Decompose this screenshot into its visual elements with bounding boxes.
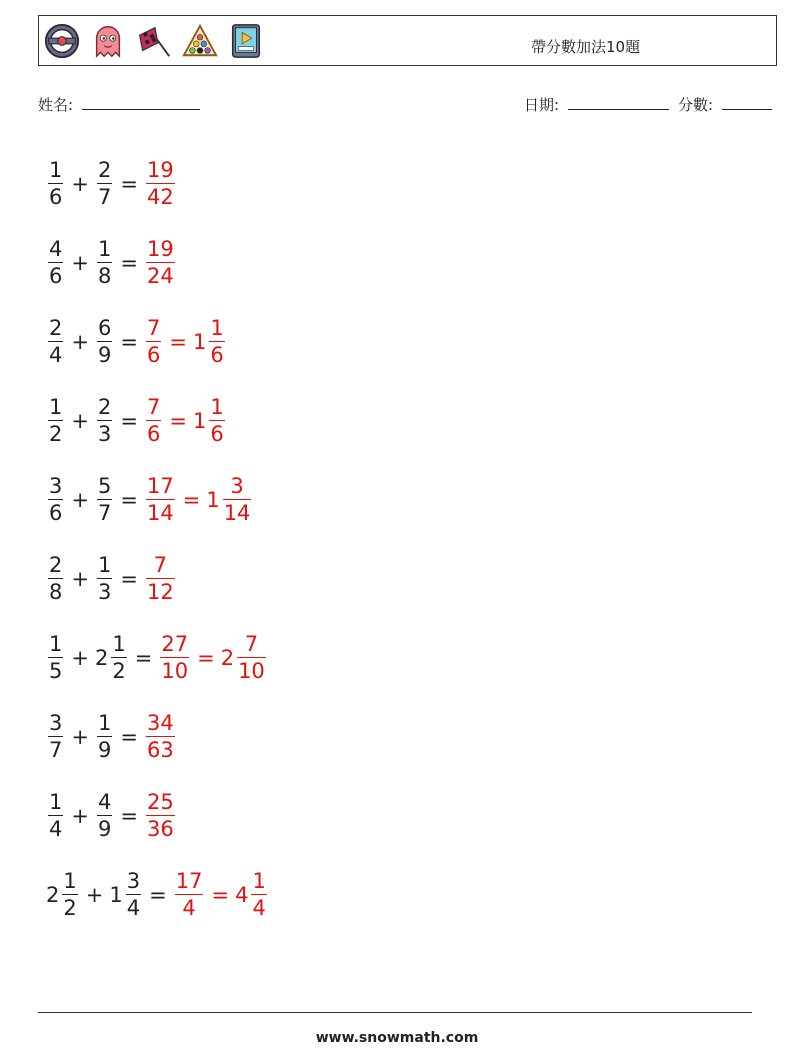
numerator: 7 (153, 552, 168, 577)
fraction (48, 710, 63, 764)
equals-sign: = (120, 724, 138, 749)
denominator: 42 (146, 185, 174, 210)
denominator: 9 (97, 817, 112, 842)
steering-wheel-icon (43, 22, 81, 60)
denominator: 6 (49, 264, 63, 289)
fraction (97, 157, 112, 211)
numerator: 1 (97, 710, 112, 735)
addend-b (95, 710, 114, 764)
date-blank[interactable] (568, 95, 669, 110)
equals-sign: = (182, 487, 201, 512)
denominator: 6 (49, 501, 63, 526)
fraction (111, 631, 126, 685)
improper-answer (146, 394, 161, 448)
name-blank[interactable] (82, 95, 200, 110)
plus-sign: + (71, 803, 89, 828)
footer-divider (38, 1012, 752, 1013)
numerator: 27 (161, 631, 189, 656)
numerator: 7 (146, 394, 161, 419)
mixed-answer (193, 315, 227, 369)
name-label: 姓名: (38, 96, 74, 114)
denominator: 4 (49, 343, 63, 368)
numerator: 19 (146, 157, 174, 182)
improper-answer (146, 789, 175, 843)
improper-answer (146, 552, 175, 606)
whole-number: 2 (46, 882, 60, 907)
numerator: 2 (49, 315, 63, 340)
footer-url: www.snowmath.com (315, 1030, 479, 1046)
addend-a (46, 789, 65, 843)
numerator: 17 (175, 868, 203, 893)
fraction (97, 315, 112, 369)
racing-flag-icon (135, 22, 173, 60)
fraction (48, 552, 63, 606)
improper-answer (175, 868, 204, 922)
denominator: 4 (182, 896, 196, 921)
name-field (38, 94, 200, 115)
numerator: 7 (146, 315, 161, 340)
fraction (209, 315, 224, 369)
denominator: 3 (97, 580, 112, 605)
denominator: 9 (97, 738, 112, 763)
numerator: 1 (252, 868, 266, 893)
improper-answer (146, 710, 175, 764)
plus-sign: + (71, 487, 89, 512)
equals-sign: = (120, 329, 138, 354)
addend-b (95, 552, 114, 606)
fraction (48, 394, 63, 448)
ghost-icon (89, 22, 127, 60)
addend-a (46, 394, 65, 448)
whole-number: 1 (192, 329, 207, 354)
equals-sign: = (120, 803, 138, 828)
fraction (251, 868, 266, 922)
equals-sign: = (211, 882, 230, 907)
whole-number: 1 (206, 487, 220, 512)
fraction (48, 631, 63, 685)
problem-row (46, 381, 269, 460)
addend-b (95, 394, 114, 448)
equals-sign: = (120, 408, 138, 433)
numerator: 1 (210, 315, 224, 340)
numerator: 1 (49, 789, 63, 814)
billiard-rack-icon (181, 22, 219, 60)
denominator: 9 (97, 343, 112, 368)
play-tablet-icon (227, 22, 265, 60)
answer (144, 236, 177, 290)
denominator: 14 (223, 501, 251, 526)
fraction (126, 868, 141, 922)
problem-row (46, 223, 269, 302)
addend-b (95, 631, 129, 685)
plus-sign: + (71, 250, 89, 275)
denominator: 8 (97, 264, 112, 289)
whole-number: 1 (192, 408, 207, 433)
fraction (209, 394, 224, 448)
denominator: 4 (49, 817, 63, 842)
denominator: 10 (238, 659, 265, 684)
denominator: 6 (146, 422, 161, 447)
numerator: 1 (112, 631, 126, 656)
header-box (38, 15, 777, 66)
fraction (97, 473, 112, 527)
numerator: 2 (97, 394, 112, 419)
fraction (97, 552, 112, 606)
equals-sign: = (120, 250, 138, 275)
fraction (62, 868, 77, 922)
fraction (97, 789, 112, 843)
numerator: 3 (49, 710, 63, 735)
fraction (48, 236, 63, 290)
problem-row (46, 697, 269, 776)
problem-row (46, 855, 269, 934)
denominator: 2 (63, 896, 77, 921)
mixed-answer (193, 394, 227, 448)
addend-a (46, 236, 65, 290)
numerator: 17 (146, 473, 174, 498)
denominator: 4 (126, 896, 141, 921)
improper-answer (160, 631, 189, 685)
addend-b (95, 473, 114, 527)
numerator: 4 (49, 236, 63, 261)
equals-sign: = (120, 171, 138, 196)
plus-sign: + (71, 645, 89, 670)
fraction (97, 236, 112, 290)
addend-b (95, 315, 114, 369)
problem-list (46, 144, 269, 934)
addend-a (46, 631, 65, 685)
problem-row (46, 144, 269, 223)
whole-number: 1 (109, 882, 123, 907)
improper-answer (146, 315, 161, 369)
addend-a (46, 315, 65, 369)
denominator: 63 (146, 738, 174, 763)
icon-row (43, 22, 265, 60)
answer (144, 315, 227, 369)
score-field (678, 94, 772, 115)
addend-a (46, 552, 65, 606)
plus-sign: + (71, 566, 89, 591)
denominator: 24 (146, 264, 174, 289)
denominator: 8 (49, 580, 63, 605)
improper-answer (146, 157, 175, 211)
numerator: 1 (97, 236, 112, 261)
numerator: 7 (244, 631, 259, 656)
denominator: 6 (210, 422, 224, 447)
fraction (48, 473, 63, 527)
fraction (97, 394, 112, 448)
denominator: 6 (210, 343, 224, 368)
denominator: 10 (161, 659, 189, 684)
numerator: 1 (210, 394, 224, 419)
denominator: 7 (97, 501, 112, 526)
denominator: 12 (146, 580, 174, 605)
denominator: 6 (49, 185, 63, 210)
fraction (48, 789, 63, 843)
numerator: 1 (49, 394, 63, 419)
plus-sign: + (71, 171, 89, 196)
worksheet-title: 帶分數加法10題 (531, 38, 641, 56)
problem-row (46, 776, 269, 855)
whole-number: 4 (235, 882, 249, 907)
mixed-answer (221, 631, 268, 685)
addend-a (46, 710, 65, 764)
answer (144, 394, 227, 448)
numerator: 2 (97, 157, 112, 182)
equals-sign: = (197, 645, 215, 670)
addend-b (95, 157, 114, 211)
answer (144, 789, 177, 843)
date-label: 日期: (524, 96, 560, 114)
equals-sign: = (169, 408, 187, 433)
score-blank[interactable] (722, 95, 772, 110)
fraction (48, 315, 63, 369)
problem-row (46, 618, 269, 697)
numerator: 1 (49, 157, 63, 182)
equals-sign: = (149, 882, 167, 907)
plus-sign: + (71, 408, 89, 433)
numerator: 3 (126, 868, 141, 893)
denominator: 2 (112, 659, 126, 684)
numerator: 6 (97, 315, 112, 340)
problem-row (46, 302, 269, 381)
numerator: 1 (97, 552, 112, 577)
answer (144, 157, 177, 211)
fraction (48, 157, 63, 211)
denominator: 36 (146, 817, 174, 842)
numerator: 2 (49, 552, 63, 577)
numerator: 3 (49, 473, 63, 498)
answer (144, 552, 177, 606)
addend-a (46, 473, 65, 527)
plus-sign: + (71, 329, 89, 354)
denominator: 7 (49, 738, 63, 763)
numerator: 25 (146, 789, 174, 814)
addend-b (95, 789, 114, 843)
answer (144, 473, 253, 527)
improper-answer (146, 473, 175, 527)
plus-sign: + (71, 724, 89, 749)
equals-sign: = (120, 487, 138, 512)
answer (173, 868, 269, 922)
numerator: 5 (97, 473, 112, 498)
numerator: 19 (146, 236, 174, 261)
score-label: 分數: (678, 96, 714, 114)
whole-number: 2 (94, 645, 109, 670)
answer (158, 631, 267, 685)
numerator: 4 (97, 789, 112, 814)
numerator: 3 (230, 473, 244, 498)
addend-a (46, 868, 80, 922)
date-field (524, 94, 669, 115)
equals-sign: = (120, 566, 138, 591)
equals-sign: = (169, 329, 187, 354)
mixed-answer (206, 473, 253, 527)
problem-row (46, 539, 269, 618)
numerator: 34 (146, 710, 174, 735)
numerator: 1 (63, 868, 77, 893)
equals-sign: = (134, 645, 153, 670)
improper-answer (146, 236, 175, 290)
denominator: 6 (146, 343, 161, 368)
mixed-answer (235, 868, 269, 922)
denominator: 7 (97, 185, 112, 210)
denominator: 5 (49, 659, 63, 684)
denominator: 3 (97, 422, 112, 447)
answer (144, 710, 177, 764)
problem-row (46, 460, 269, 539)
fraction (97, 710, 112, 764)
addend-a (46, 157, 65, 211)
plus-sign: + (85, 882, 104, 907)
denominator: 4 (252, 896, 266, 921)
denominator: 2 (49, 422, 63, 447)
fraction (237, 631, 266, 685)
addend-b (95, 236, 114, 290)
numerator: 1 (49, 631, 63, 656)
addend-b (109, 868, 143, 922)
fraction (223, 473, 252, 527)
whole-number: 2 (220, 645, 235, 670)
denominator: 14 (146, 501, 174, 526)
